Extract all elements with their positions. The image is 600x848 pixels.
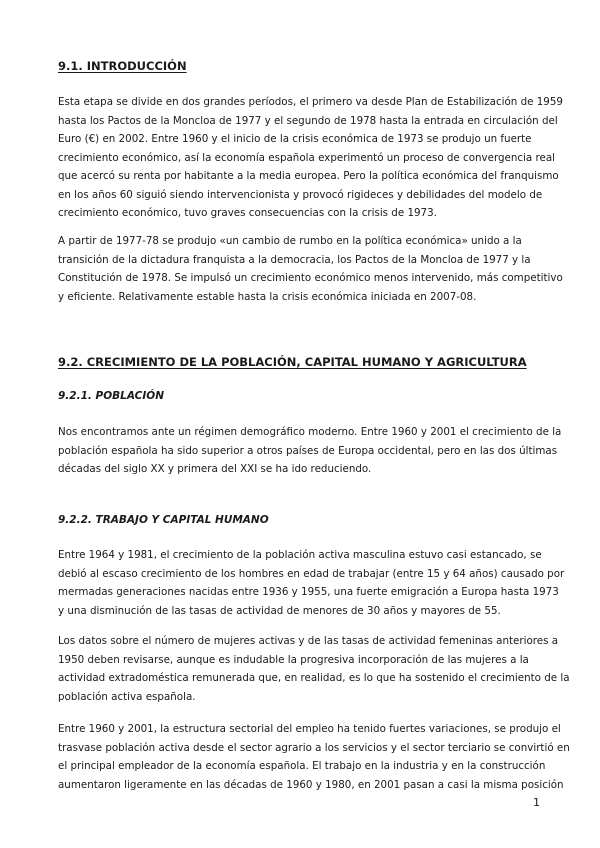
paragraph-trabajo-3: Entre 1960 y 2001, la estructura sectorial del empleo ha tenido fuertes variaciones, se produjo el trasvase población activa desde el sector agrario a los servicios y el sector terciario se convirtió en el principal empleador de la economía española. El trabajo en la industria y en la construcción aumentaron ligeramente en las décadas de 1960 y 1980, en 2001 pasan a casi la misma posición: [58, 723, 570, 791]
page-number: 1: [533, 796, 540, 809]
paragraph-introduccion-1: Esta etapa se divide en dos grandes períodos, el primero va desde Plan de Estabilización de 1959 hasta los Pactos de la Moncloa de 1977 y el segundo de 1978 hasta la entrada en circulación del Euro (€) en 2002. Entre 1960 y el inicio de la crisis económica de 1973 se produjo un fuerte crecimiento económico, así la economía española experimentó un proceso de convergencia real que acercó su renta por habitante a la media europea. Pero la política económica del franquismo en los años 60 siguió siendo intervencionista y provocó rigideces y debilidades del modelo de crecimiento económico, tuvo graves consecuencias con la crisis de 1973.: [58, 96, 563, 219]
section-heading-introduccion: 9.1. INTRODUCCIÓN: [58, 59, 187, 73]
subsection-heading-trabajo: 9.2.2. TRABAJO Y CAPITAL HUMANO: [58, 514, 269, 526]
subsection-heading-poblacion: 9.2.1. POBLACIÓN: [58, 390, 164, 402]
paragraph-trabajo-1: Entre 1964 y 1981, el crecimiento de la población activa masculina estuvo casi estancado, se debió al escaso crecimiento de los hombres en edad de trabajar (entre 15 y 64 años) causado por mermadas generaciones nacidas entre 1936 y 1955, una fuerte emigración a Europa hasta 1973 y una disminución de las tasas de actividad de menores de 30 años y mayores de 55.: [58, 549, 565, 617]
paragraph-poblacion: Nos encontramos ante un régimen demográfico moderno. Entre 1960 y 2001 el crecimiento de la población española ha sido superior a otros países de Europa occidental, pero en las dos últimas décadas del siglo XX y primera del XXI se ha ido reduciendo.: [58, 426, 562, 475]
section-heading-crecimiento: 9.2. CRECIMIENTO DE LA POBLACIÓN, CAPITAL HUMANO Y AGRICULTURA: [58, 355, 527, 369]
paragraph-trabajo-2: Los datos sobre el número de mujeres activas y de las tasas de actividad femeninas anteriores a 1950 deben revisarse, aunque es indudable la progresiva incorporación de las mujeres a la actividad extradoméstica remunerada que, en realidad, es lo que ha sostenido el crecimiento de la población activa española.: [58, 635, 570, 703]
paragraph-introduccion-2: A partir de 1977-78 se produjo «un cambio de rumbo en la política económica» unido a la transición de la dictadura franquista a la democracia, los Pactos de la Moncloa de 1977 y la Constitución de 1978. Se impulsó un crecimiento económico menos intervenido, más competitivo y eficiente. Relativamente estable hasta la crisis económica iniciada en 2007-08.: [58, 235, 563, 303]
